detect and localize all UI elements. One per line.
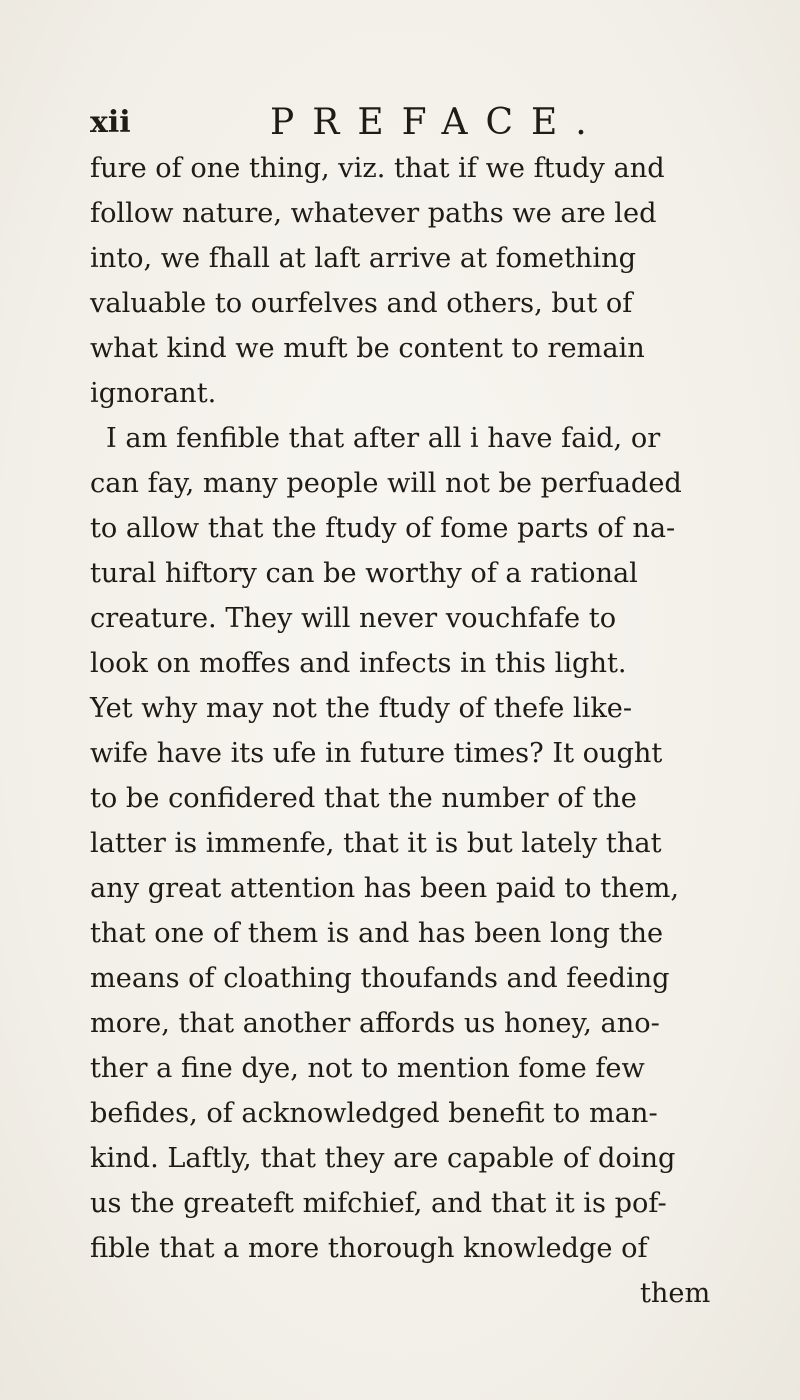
text-line: valuable to ourfelves and others, but of [90,288,633,319]
text-line: any great attention has been paid to them, [90,873,680,904]
text-line: Yet why may not the ftudy of thefe like- [90,693,633,724]
text-line: I am fenfible that after all i have faid, or [106,423,661,454]
text-line: kind. Laftly, that they are capable of doing [90,1143,676,1174]
text-line: to allow that the ftudy of fome parts of na- [90,513,676,544]
text-line: what kind we muft be content to remain [90,333,645,364]
text-line: wife have its ufe in future times? It ought [90,738,663,769]
text-line: more, that another affords us honey, ano- [90,1008,660,1039]
text-line: latter is immenfe, that it is but lately that [90,828,662,859]
text-line: means of cloathing thoufands and feeding [90,963,670,994]
text-line: fure of one thing, viz. that if we ftudy and [90,153,665,184]
text-line: follow nature, whatever paths we are led [90,198,657,229]
text-line: befides, of acknowledged benefit to man- [90,1098,658,1129]
text-line: that one of them is and has been long the [90,918,664,949]
text-line: us the greateft mifchief, and that it is pof- [90,1188,667,1219]
catchword: them [640,1278,711,1309]
page-number: xii [90,105,131,140]
text-line: tural hiftory can be worthy of a rational [90,558,638,589]
text-line: ther a fine dye, not to mention fome few [90,1053,645,1084]
text-line: fible that a more thorough knowledge of [90,1233,648,1264]
text-line: to be confidered that the number of the [90,783,637,814]
running-title: PREFACE. [270,102,605,143]
text-line: into, we fhall at laft arrive at fomething [90,243,637,274]
text-line: look on moffes and infects in this light. [90,648,627,679]
text-line: can fay, many people will not be perfuaded [90,468,682,499]
text-line: ignorant. [90,378,217,409]
text-line: creature. They will never vouchfafe to [90,603,617,634]
page-header [90,103,750,143]
